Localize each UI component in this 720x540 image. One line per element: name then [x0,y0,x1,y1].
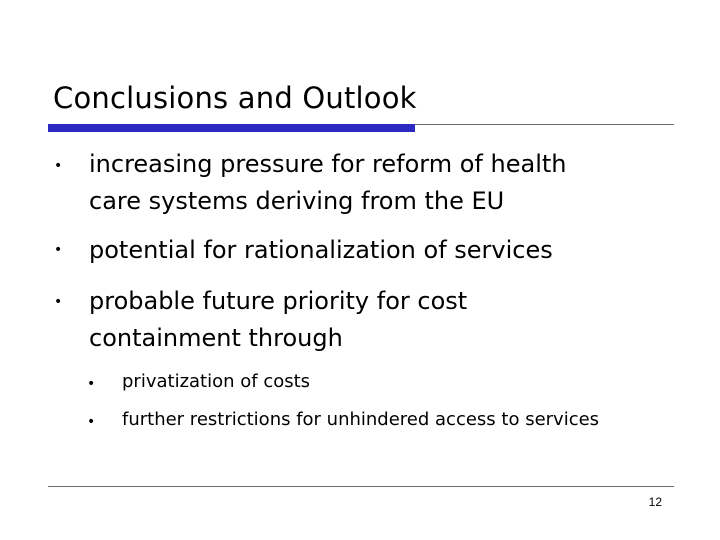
sub-bullet-item-2: further restrictions for unhindered access to services [122,409,600,430]
bullet-item-3-line-1: probable future priority for cost [89,287,468,315]
footer-divider-line [48,486,674,487]
bullet-item-1-line-2: care systems deriving from the EU [89,187,505,215]
page-number: 12 [648,495,662,509]
bullet-item-2-line-1: potential for rationalization of services [89,236,553,264]
bullet-icon: • [54,294,63,310]
sub-bullet-icon: • [87,376,96,392]
bullet-item-2 [89,232,553,269]
bullet-icon: • [54,242,63,258]
bullet-item-1 [89,146,566,220]
title-accent-bar [48,124,415,132]
bullet-icon: • [54,158,63,174]
sub-bullet-item-1: privatization of costs [122,371,311,392]
bullet-item-1-line-1: increasing pressure for reform of health [89,150,567,178]
sub-bullet-icon: • [87,414,96,430]
bullet-item-3-line-2: containment through [89,324,343,352]
slide-title: Conclusions and Outlook [53,81,417,115]
bullet-item-3 [89,283,467,357]
